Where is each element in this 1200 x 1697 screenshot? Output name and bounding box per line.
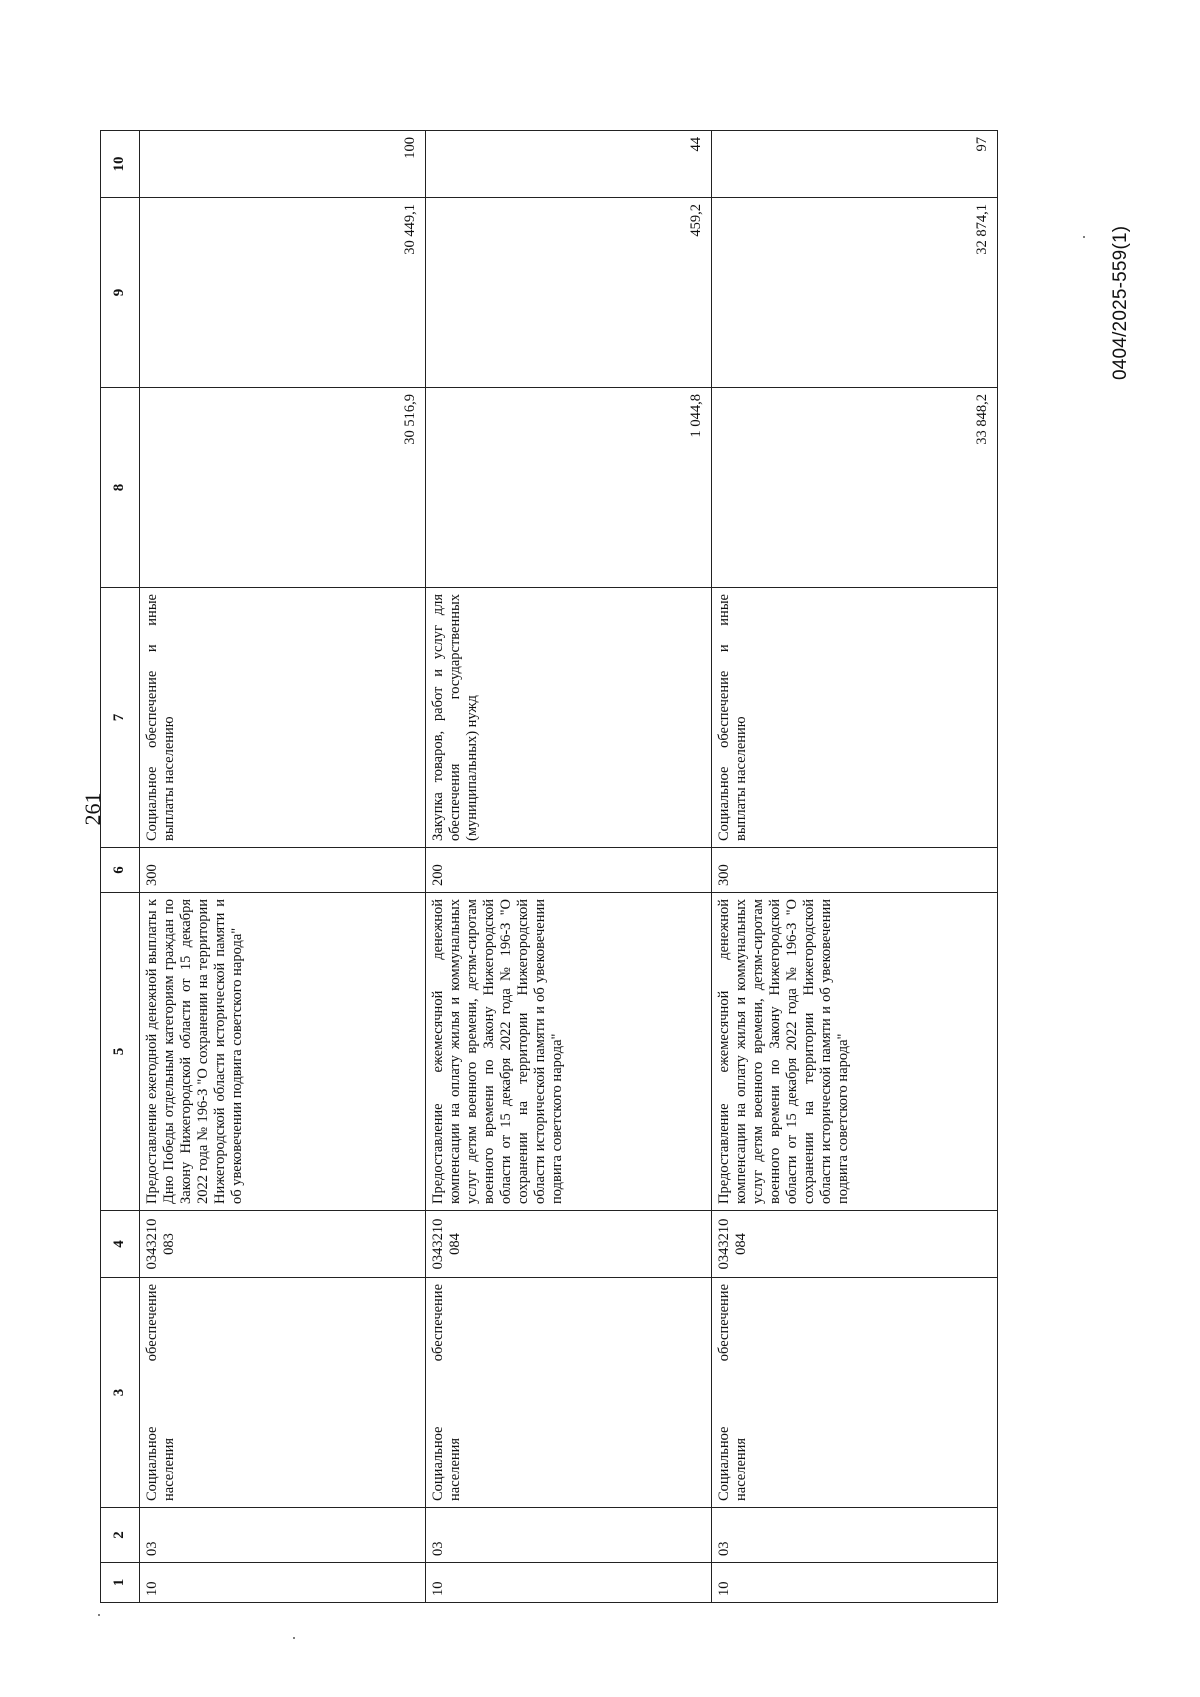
subsection-name-word-3: населения [160, 1437, 177, 1501]
expense-type-code: 300 [712, 848, 998, 893]
column-header-4: 4 [101, 1211, 140, 1278]
header-row [101, 131, 140, 1603]
subsection-name-word-1: Социальное [716, 1426, 732, 1501]
table-row [712, 131, 998, 1603]
target-article-name: Предоставление ежемесячной денежной компенсации на оплату жилья и коммунальных услуг детям военного времени, детям-сиротам военного времени по Закону Нижегородской области от 15 декабря 2022 года № 196-З "О сохранении на территории Нижегородской области исторической памяти и об увековечении подвига советского народа" [426, 893, 712, 1211]
column-header-1: 1 [101, 1563, 140, 1603]
target-article-code: 0343210 084 [426, 1211, 712, 1278]
scan-speck [98, 1614, 100, 1616]
subsection-name-word-3: населения [446, 1437, 463, 1501]
subsection-name-word-1: Социальное [430, 1426, 446, 1501]
subsection-name [426, 1278, 712, 1508]
expense-type-code: 200 [426, 848, 712, 893]
column-header-9: 9 [101, 198, 140, 388]
expense-type-name: Социальное обеспечение и иные выплаты населению [712, 588, 998, 848]
column-header-7: 7 [101, 588, 140, 848]
section-code: 10 [140, 1563, 426, 1603]
budget-table [100, 130, 998, 1603]
execution-percent: 97 [712, 131, 998, 198]
subsection-name-word-2: обеспечение [716, 1284, 732, 1362]
document-code: 0404/2025-559(1) [1110, 225, 1131, 380]
execution-percent: 100 [140, 131, 426, 198]
scan-speck [1083, 236, 1085, 238]
expense-type-name: Закупка товаров, работ и услуг для обеспечения государственных (муниципальных) нужд [426, 588, 712, 848]
target-article-code: 0343210 083 [140, 1211, 426, 1278]
subsection-code: 03 [140, 1508, 426, 1563]
column-header-10: 10 [101, 131, 140, 198]
planned-amount: 1 044,8 [426, 388, 712, 588]
section-code: 10 [712, 1563, 998, 1603]
execution-percent: 44 [426, 131, 712, 198]
subsection-code: 03 [426, 1508, 712, 1563]
table-row [140, 131, 426, 1603]
planned-amount: 30 516,9 [140, 388, 426, 588]
column-header-5: 5 [101, 893, 140, 1211]
executed-amount: 459,2 [426, 198, 712, 388]
column-header-2: 2 [101, 1508, 140, 1563]
column-header-8: 8 [101, 388, 140, 588]
target-article-name: Предоставление ежегодной денежной выплаты к Дню Победы отдельным категориям граждан по Закону Нижегородской области от 15 декабря 2022 года № 196-З "О сохранении на территории Нижегородской области исторической памяти и об увековечении подвига советского народа" [140, 893, 426, 1211]
subsection-name-word-2: обеспечение [144, 1284, 160, 1362]
subsection-name [712, 1278, 998, 1508]
table-row [426, 131, 712, 1603]
target-article-name: Предоставление ежемесячной денежной компенсации на оплату жилья и коммунальных услуг детям военного времени, детям-сиротам военного времени по Закону Нижегородской области от 15 декабря 2022 года № 196-З "О сохранении на территории Нижегородской области исторической памяти и об увековечении подвига советского народа" [712, 893, 998, 1211]
target-article-code: 0343210 084 [712, 1211, 998, 1278]
subsection-name [140, 1278, 426, 1508]
column-header-3: 3 [101, 1278, 140, 1508]
section-code: 10 [426, 1563, 712, 1603]
expense-type-name: Социальное обеспечение и иные выплаты населению [140, 588, 426, 848]
executed-amount: 32 874,1 [712, 198, 998, 388]
executed-amount: 30 449,1 [140, 198, 426, 388]
expense-type-code: 300 [140, 848, 426, 893]
subsection-name-word-1: Социальное [144, 1426, 160, 1501]
scan-speck [293, 1637, 295, 1639]
column-header-6: 6 [101, 848, 140, 893]
subsection-name-word-3: населения [732, 1437, 749, 1501]
subsection-code: 03 [712, 1508, 998, 1563]
planned-amount: 33 848,2 [712, 388, 998, 588]
page-number: 261 [80, 792, 105, 826]
subsection-name-word-2: обеспечение [430, 1284, 446, 1362]
